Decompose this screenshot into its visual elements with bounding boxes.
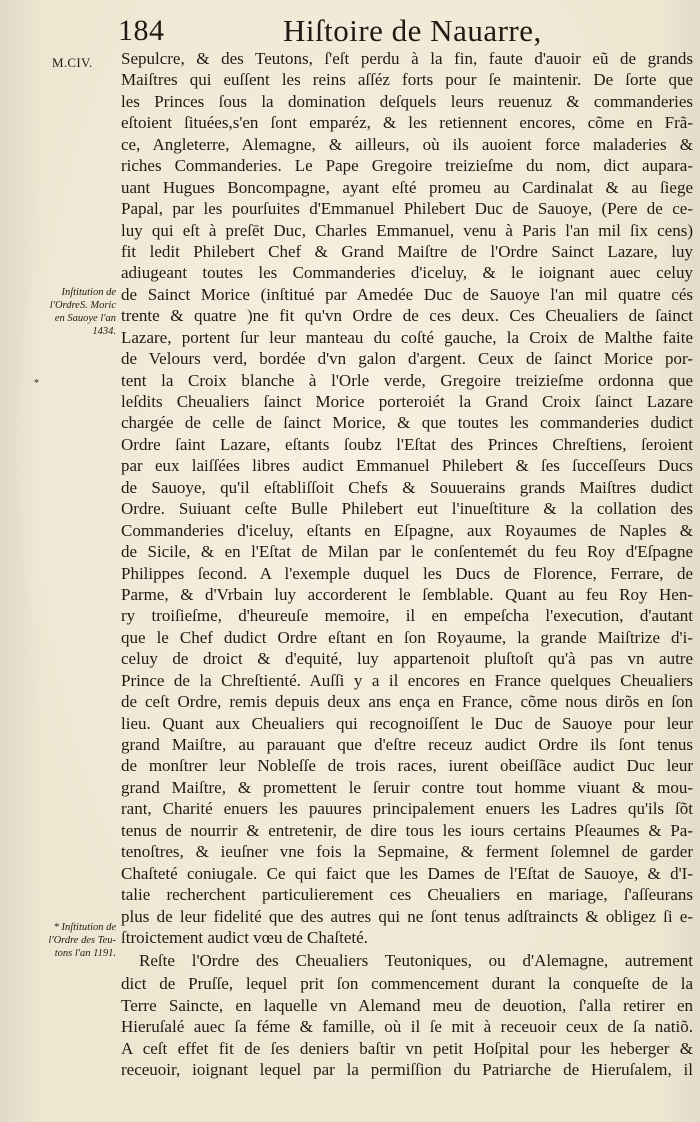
text-line: adiugeant toutes les Commanderies d'iceluy, & le ioignant auec celuy — [121, 263, 693, 283]
text-line: Prince de la Chreſtienté. Auſſi y a il encores en France quelques Cheualiers — [121, 670, 693, 690]
text-line: de Sainct Morice (inſtitué par Amedée Duc de Sauoye l'an mil quatre cés — [121, 284, 693, 304]
text-line: luy qui eſt à preſēt Duc, Charles Emmanuel, venu à Paris l'an mil ſix cens) — [121, 220, 693, 240]
text-line: Hieruſalé auec ſa féme & famille, où il ſe mit à receuoir ceux de ſa natiõ. — [121, 1017, 693, 1037]
margin-note-line: 1434. — [92, 326, 116, 337]
text-line: de Sauoye, qu'il eſtabliſſoit Chefs & Souuerains grands Maiſtres dudict — [121, 477, 693, 497]
text-line: tent la Croix blanche à l'Orle verde, Gregoire treizieſme ordonna que — [121, 370, 693, 390]
text-line: par eux laiſſées libres audict Emmanuel Philebert & ſes ſucceſſeurs Ducs — [121, 456, 693, 476]
text-line: talie recherchent particulierement ces Cheualiers en mariage, ſ'aſſeurans — [121, 885, 693, 905]
text-line: tenoſtres, & ieuſner vne fois la Sepmaine, & ferment ſolemnel de garder — [121, 842, 693, 862]
margin-note-saint-morice — [16, 286, 116, 338]
text-line: de Velours verd, bordée d'vn galon d'argent. Ceux de ſainct Morice por- — [121, 349, 693, 369]
text-line: Ordre. Suiuant ceſte Bulle Philebert eut l'inueſtiture & la collation des — [121, 499, 693, 519]
text-line: receuoir, ioignant lequel par la permiſſion du Patriarche de Hieruſalem, il — [121, 1060, 693, 1080]
text-line: A ceſt effet fit de ſes deniers baſtir vn petit Hoſpital pour les heberger & — [121, 1038, 693, 1058]
text-line: ry troiſieſme, d'heureuſe memoire, il en empeſcha l'execution, d'autant — [121, 606, 693, 626]
text-line: Commanderies d'iceluy, eſtants en Eſpagne, aux Royaumes de Naples & — [121, 520, 693, 540]
margin-note-line: Inſtitution de — [61, 287, 116, 298]
text-line: les Princes ſous la domination deſquels leurs reuenuz & commanderies — [121, 91, 693, 111]
text-line: ce, Angleterre, Alemagne, & ailleurs, où ils auoient force maladeries & — [121, 134, 693, 154]
text-line: Philippes ſecond. A l'exemple duquel les Ducs de Florence, Ferrare, de — [121, 563, 693, 583]
text-line: de Sicile, & en l'Eſtat de Milan par le conſentemét du feu Roy d'Eſpagne — [121, 542, 693, 562]
text-line: de ceſt Ordre, remis depuis deux ans ença en France, cõme nous dirõs en ſon — [121, 692, 693, 712]
text-line: uant Hugues Boncompagne, ayant eſté promeu au Cardinalat & au ſiege — [121, 177, 693, 197]
text-line: fit ledit Philebert Chef & Grand Maiſtre de l'Ordre Sainct Lazare, luy — [121, 241, 693, 261]
text-line: de monſtrer leur Nobleſſe de trois races, iurent obeiſſãce audict Duc leur — [121, 756, 693, 776]
text-line: grand Maiſtre, & promettent le ſeruir contre tout homme viuant & mou- — [121, 777, 693, 797]
text-line: Reſte l'Ordre des Cheualiers Teutoniques, ou d'Alemagne, autrement — [139, 951, 693, 971]
text-line: leſdits Cheualiers ſainct Morice porteroiét la Grand Croix ſainct Lazare — [121, 392, 693, 411]
text-line: tenus de nourrir & entretenir, de dire tous les iours certains Pſeaumes & Pa- — [121, 820, 693, 840]
margin-note-line: tons l'an 1191. — [54, 948, 116, 959]
text-line: Papal, par les pourſuites d'Emmanuel Philebert Duc de Sauoye, (Pere de ce- — [121, 199, 693, 219]
text-line: eſtoient ſituées,s'en ſont emparéz, & les retiennent encores, cõme en Frã- — [121, 113, 693, 133]
text-line: Lazare, portent ſur leur manteau du coſté gauche, la Croix de Malthe faite — [121, 327, 693, 347]
stray-ink-mark: * — [34, 378, 39, 389]
running-title: Hiſtoire de Nauarre, — [283, 13, 542, 48]
text-line: celuy de droict & d'equité, luy appartenoit pluſtoſt qu'à pas vn autre — [121, 649, 693, 669]
text-line: dict de Pruſſe, lequel prit ſon commencement durant la conqueſte de la — [121, 974, 693, 994]
body-text — [121, 48, 693, 1081]
text-line: Maiſtres qui euſſent les reins aſſéz forts pour ſe maintenir. De ſorte que — [121, 70, 693, 90]
text-line: Chaſteté coniugale. Ce qui faict que les Dames de l'Eſtat de Sauoye, & d'I- — [121, 863, 693, 883]
text-line: chargée de celle de ſainct Morice, & que toutes les commanderies dudict — [121, 413, 693, 433]
margin-year: M.CIV. — [52, 55, 93, 70]
text-line: Sepulcre, & des Teutons, ſ'eſt perdu à la fin, faute d'auoir eũ de grands — [121, 49, 693, 68]
text-line: riches Commanderies. Le Pape Gregoire treizieſme du nom, dict aupara- — [121, 156, 693, 176]
text-line: Ordre ſaint Lazare, eſtants ſoubz l'Eſtat des Princes Chreſtiens, ſeroient — [121, 434, 693, 454]
margin-note-line: l'OrdreS. Moric — [49, 300, 116, 311]
text-line: trente & quatre )ne fit qu'vn Ordre de ces deux. Ces Cheualiers de ſainct — [121, 306, 693, 326]
margin-note-line — [16, 921, 116, 934]
text-line: ſtroictement audict vœu de Chaſteté. — [121, 927, 368, 947]
margin-note-teutons — [16, 921, 116, 960]
margin-note-line: en Sauoye l'an — [54, 313, 116, 324]
text-line: lieu. Quant aux Cheualiers qui recognoiſſent le Duc de Sauoye pour leur — [121, 713, 693, 733]
text-line: grand Maiſtre, au parauant que d'eſtre receuz audict Ordre ils ſont tenus — [121, 735, 693, 754]
page-number: 184 — [118, 14, 165, 47]
text-line: que le Chef dudict Ordre eſtant en ſon Royaume, la grande Maiſtrize d'i- — [121, 627, 693, 647]
text-line: plus de leur fidelité que des autres qui ne ſont tenus adſtraincts & obligez ſi e- — [121, 906, 693, 926]
asterisk-marker: * — [54, 922, 60, 933]
margin-note-text: Inſtitution de — [61, 922, 116, 933]
text-line: Terre Saincte, en laquelle vn Alemand meu de deuotion, ſ'alla retirer en — [121, 995, 693, 1015]
margin-note-line: l'Ordre des Teu- — [48, 935, 116, 946]
text-line: Parme, & d'Vrbain luy accorderent le ſemblable. Quant au feu Roy Hen- — [121, 584, 693, 604]
text-line: rant, Charité enuers les pauures principalement enuers les Ladres qu'ils ſõt — [121, 799, 693, 819]
